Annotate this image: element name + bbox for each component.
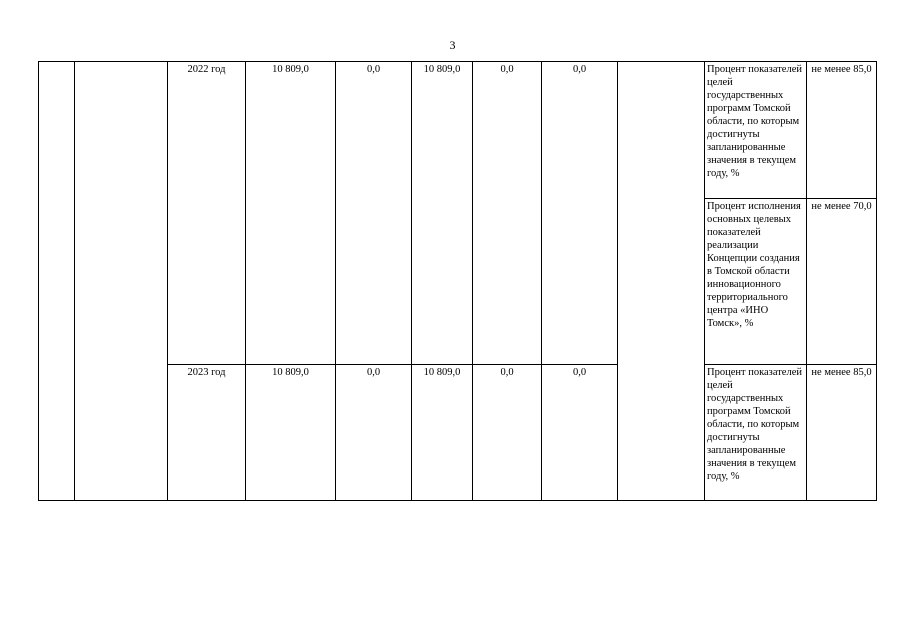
number-cell bbox=[39, 62, 75, 501]
indicator-target-cell: не менее 85,0 bbox=[807, 365, 877, 501]
table-row bbox=[39, 62, 877, 199]
federal-budget-cell: 0,0 bbox=[336, 62, 412, 365]
task-name-cell bbox=[75, 62, 168, 501]
indicator-name-cell: Процент показателей целей государственных программ Томской области, по которым достигнуты запланированные значения в текущем году, % bbox=[705, 62, 807, 199]
indicator-target-cell: не менее 85,0 bbox=[807, 62, 877, 199]
local-budget-cell: 0,0 bbox=[473, 365, 542, 501]
regional-budget-cell: 10 809,0 bbox=[412, 365, 473, 501]
regional-budget-cell: 10 809,0 bbox=[412, 62, 473, 365]
federal-budget-cell: 0,0 bbox=[336, 365, 412, 501]
total-cell: 10 809,0 bbox=[246, 62, 336, 365]
year-cell: 2023 год bbox=[168, 365, 246, 501]
local-budget-cell: 0,0 bbox=[473, 62, 542, 365]
other-sources-cell: 0,0 bbox=[542, 365, 618, 501]
indicator-name-cell: Процент исполнения основных целевых показателей реализации Концепции создания в Томской области инновационного территориального центра «ИНО Томск», % bbox=[705, 199, 807, 365]
indicator-target-cell: не менее 70,0 bbox=[807, 199, 877, 365]
participant-cell bbox=[618, 62, 705, 501]
indicator-name-cell: Процент показателей целей государственных программ Томской области, по которым достигнуты запланированные значения в текущем году, % bbox=[705, 365, 807, 501]
page-number: 3 bbox=[449, 38, 456, 52]
year-cell: 2022 год bbox=[168, 62, 246, 365]
total-cell: 10 809,0 bbox=[246, 365, 336, 501]
other-sources-cell: 0,0 bbox=[542, 62, 618, 365]
budget-indicators-table bbox=[38, 61, 877, 501]
